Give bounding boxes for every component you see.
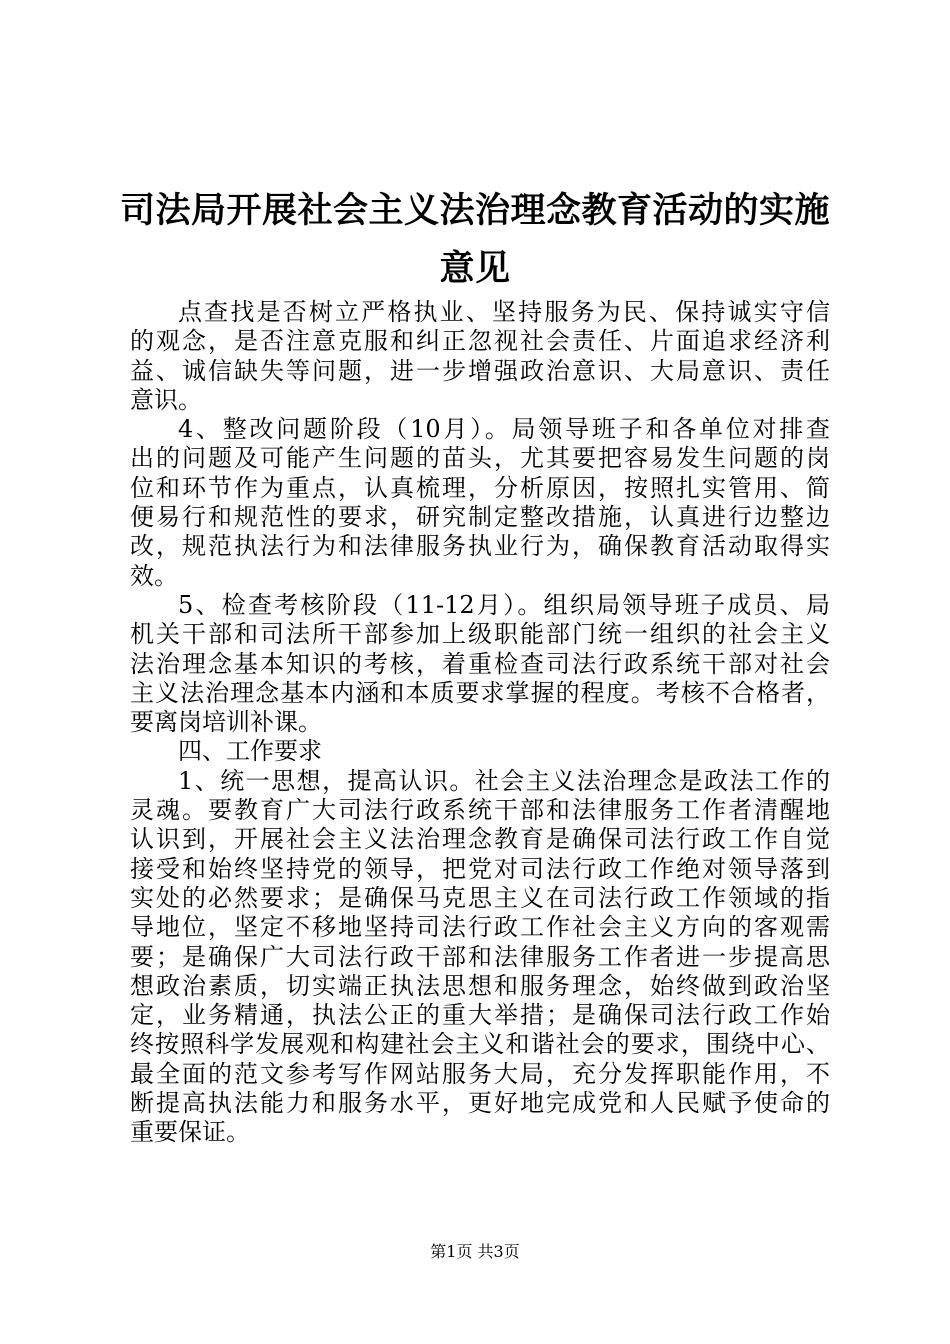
- body-line: 法治理念基本知识的考核，着重检查司法行政系统干部对社会: [130, 649, 830, 678]
- body-line: 出的问题及可能产生问题的苗头，尤其要把容易发生问题的岗: [130, 444, 830, 473]
- body-line: 效。: [130, 561, 178, 590]
- body-line: 1、统一思想，提高认识。社会主义法治理念是政法工作的: [178, 766, 830, 795]
- body-line: 益、诚信缺失等问题，进一步增强政治意识、大局意识、责任: [130, 356, 830, 385]
- page-number: 第1页 共3页: [430, 1242, 520, 1261]
- body-line: 点查找是否树立严格执业、坚持服务为民、保持诚实守信: [178, 298, 830, 326]
- body-line: 的观念，是否注意克服和纠正忽视社会责任、片面追求经济利: [130, 327, 830, 356]
- body-line: 导地位，坚定不移地坚持司法行政工作社会主义方向的客观需: [130, 913, 830, 942]
- body-line: 接受和始终坚持党的领导，把党对司法行政工作绝对领导落到: [130, 854, 830, 883]
- body-line: 想政治素质，切实端正执法思想和服务理念，始终做到政治坚: [130, 971, 830, 1000]
- body-line: 意识。: [130, 385, 202, 414]
- body-line: 认识到，开展社会主义法治理念教育是确保司法行政工作自觉: [130, 825, 830, 854]
- title-line-1: 司法局开展社会主义法治理念教育活动的实施: [119, 191, 830, 231]
- body-line: 断提高执法能力和服务水平，更好地完成党和人民赋予使命的: [130, 1089, 830, 1118]
- body-line: 位和环节作为重点，认真梳理，分析原因，按照扎实管用、简: [130, 473, 830, 502]
- body-line: 要离岗培训补课。: [130, 708, 322, 737]
- body-line: 定，业务精通，执法公正的重大举措；是确保司法行政工作始: [130, 1001, 830, 1030]
- document-body: [130, 298, 830, 1148]
- body-line: 最全面的范文参考写作网站服务大局，充分发挥职能作用，不: [130, 1059, 830, 1088]
- document-title: [110, 182, 840, 298]
- body-line: 重要保证。: [130, 1118, 250, 1147]
- body-line: 主义法治理念基本内涵和本质要求掌握的程度。考核不合格者，: [130, 678, 830, 707]
- body-line: 灵魂。要教育广大司法行政系统干部和法律服务工作者清醒地: [130, 796, 830, 825]
- body-line: 实处的必然要求；是确保马克思主义在司法行政工作领域的指: [130, 883, 830, 912]
- body-line: 4、整改问题阶段（10月）。局领导班子和各单位对排查: [178, 415, 830, 444]
- body-line: 终按照科学发展观和构建社会主义和谐社会的要求，围绕中心、: [130, 1030, 830, 1059]
- body-line: 要；是确保广大司法行政干部和法律服务工作者进一步提高思: [130, 942, 830, 971]
- body-line: 改，规范执法行为和法律服务执业行为，确保教育活动取得实: [130, 532, 830, 561]
- page-footer: [0, 1242, 950, 1262]
- section-heading: 四、工作要求: [178, 737, 322, 766]
- title-line-2: 意见: [439, 249, 511, 289]
- body-line: 5、检查考核阶段（11-12月）。组织局领导班子成员、局: [178, 590, 830, 619]
- body-line: 便易行和规范性的要求，研究制定整改措施，认真进行边整边: [130, 503, 830, 532]
- body-line: 机关干部和司法所干部参加上级职能部门统一组织的社会主义: [130, 620, 830, 649]
